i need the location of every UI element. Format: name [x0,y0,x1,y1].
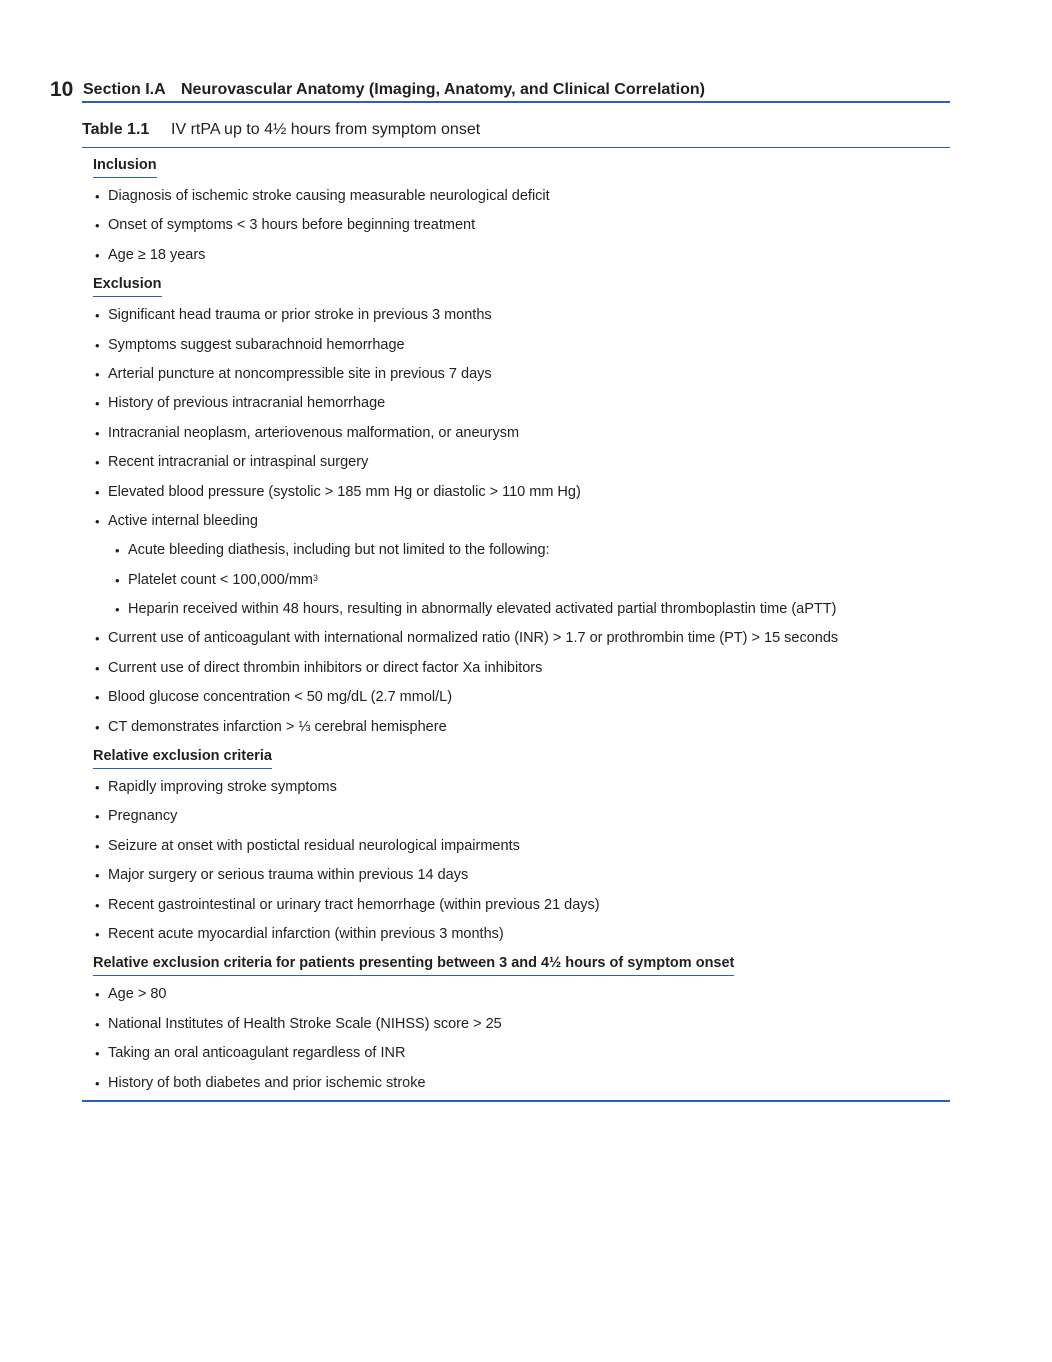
item-text: Active internal bleeding [108,512,258,529]
list-item [93,925,953,954]
item-text: CT demonstrates infarction > ⅓ cerebral hemisphere [108,718,447,735]
list-item [93,778,953,807]
section-heading: Inclusion [93,157,157,178]
list-item [93,896,953,925]
section-heading-wrap [93,275,953,306]
running-head [50,78,950,102]
bullet-icon: • [95,247,100,263]
list-item [93,306,953,335]
list-item [93,424,953,453]
list-item [93,365,953,394]
bullet-icon: • [95,690,100,706]
bullet-icon: • [95,1075,100,1091]
bullet-icon: • [95,189,100,204]
item-text: Recent gastrointestinal or urinary tract hemorrhage (within previous 21 days) [108,896,600,913]
bullet-icon: • [95,926,100,942]
bullet-icon: • [115,572,120,588]
item-text: Acute bleeding diathesis, including but not limited to the following: [128,542,550,559]
section-heading-wrap [93,747,953,778]
running-head-rule [82,101,950,103]
section-heading-wrap [93,954,953,985]
item-text: History of both diabetes and prior ischemic stroke [108,1074,426,1091]
caption-rule [82,147,950,148]
list-item [93,483,953,512]
bullet-icon: • [95,455,100,471]
item-text: Intracranial neoplasm, arteriovenous malformation, or aneurysm [108,424,520,441]
list-item [93,985,953,1014]
item-text: Recent acute myocardial infarction (within previous 3 months) [108,925,504,942]
item-text: Blood glucose concentration < 50 mg/dL (2.7 mmol/L) [108,689,453,706]
criteria-list [93,187,953,275]
item-text: Onset of symptoms < 3 hours before beginning treatment [108,217,476,234]
table-number: Table 1.1 [82,121,150,138]
table-bottom-rule [82,1100,950,1102]
list-item [93,512,953,541]
list-item [93,453,953,482]
bullet-icon: • [95,513,100,529]
section-heading: Exclusion [93,276,162,297]
bullet-icon: • [95,1046,100,1062]
item-text: Platelet count < 100,000/mm [128,571,313,588]
bullet-icon: • [95,218,100,234]
section-heading-wrap [93,156,953,187]
item-text: Significant head trauma or prior stroke in previous 3 months [108,307,492,324]
bullet-icon: • [95,308,100,324]
page-number: 10 [50,78,74,101]
section-title: Neurovascular Anatomy (Imaging, Anatomy, and Clinical Correlation) [181,81,705,98]
bullet-icon: • [95,780,100,796]
table-body [93,156,953,1103]
item-text: Arterial puncture at noncompressible site in previous 7 days [108,365,492,382]
table-title: IV rtPA up to 4½ hours from symptom onset [171,121,481,138]
bullet-icon: • [95,1016,100,1032]
bullet-icon: • [95,897,100,913]
item-text: Taking an oral anticoagulant regardless of INR [108,1045,406,1062]
list-item [93,216,953,245]
criteria-list [93,306,953,747]
list-item [93,246,953,275]
bullet-icon: • [95,987,100,1003]
item-text: Heparin received within 48 hours, resulting in abnormally elevated activated partial thromboplastin time (aPTT) [128,601,837,618]
list-item [93,659,953,688]
bullet-icon: • [95,337,100,353]
table-caption [82,121,481,139]
item-text: Seizure at onset with postictal residual neurological impairments [108,837,520,854]
bullet-icon: • [95,838,100,854]
bullet-icon: • [95,631,100,647]
bullet-icon: • [95,425,100,441]
section-heading: Relative exclusion criteria for patients presenting between 3 and 4½ hours of symptom onset [93,955,734,976]
item-text: Diagnosis of ischemic stroke causing measurable neurological deficit [108,188,550,204]
bullet-icon: • [95,366,100,382]
list-item [93,1015,953,1044]
list-item [93,807,953,836]
list-item [93,629,953,658]
list-item [93,336,953,365]
superscript: 3 [313,572,319,583]
bullet-icon: • [95,868,100,884]
sub-list-item [93,600,953,629]
bullet-icon: • [115,602,120,618]
item-text: History of previous intracranial hemorrhage [108,395,386,412]
bullet-icon: • [95,809,100,825]
item-text: Major surgery or serious trauma within previous 14 days [108,867,469,884]
section-label: Section I.A [83,81,166,98]
list-item [93,718,953,747]
item-text: Age ≥ 18 years [108,246,206,263]
bullet-icon: • [95,719,100,735]
item-text: Recent intracranial or intraspinal surgery [108,454,369,471]
item-text: Rapidly improving stroke symptoms [108,779,337,796]
list-item [93,688,953,717]
bullet-icon: • [95,484,100,500]
sub-list-item [93,571,953,600]
item-text: Current use of direct thrombin inhibitors or direct factor Xa inhibitors [108,659,543,676]
item-text: Elevated blood pressure (systolic > 185 mm Hg or diastolic > 110 mm Hg) [108,483,581,500]
list-item [93,1074,953,1103]
sub-list-item [93,541,953,570]
item-text: Symptoms suggest subarachnoid hemorrhage [108,336,405,353]
list-item [93,394,953,423]
list-item [93,866,953,895]
item-text: Pregnancy [108,808,178,825]
criteria-list [93,985,953,1103]
item-text: National Institutes of Health Stroke Scale (NIHSS) score > 25 [108,1015,502,1032]
bullet-icon: • [115,543,120,559]
item-text: Age > 80 [108,986,167,1003]
criteria-list [93,778,953,954]
list-item [93,837,953,866]
list-item [93,187,953,216]
item-text: Current use of anticoagulant with international normalized ratio (INR) > 1.7 or prothrombin time (PT) > 15 seconds [108,630,839,647]
list-item [93,1044,953,1073]
section-heading: Relative exclusion criteria [93,748,272,769]
bullet-icon: • [95,396,100,412]
bullet-icon: • [95,660,100,676]
